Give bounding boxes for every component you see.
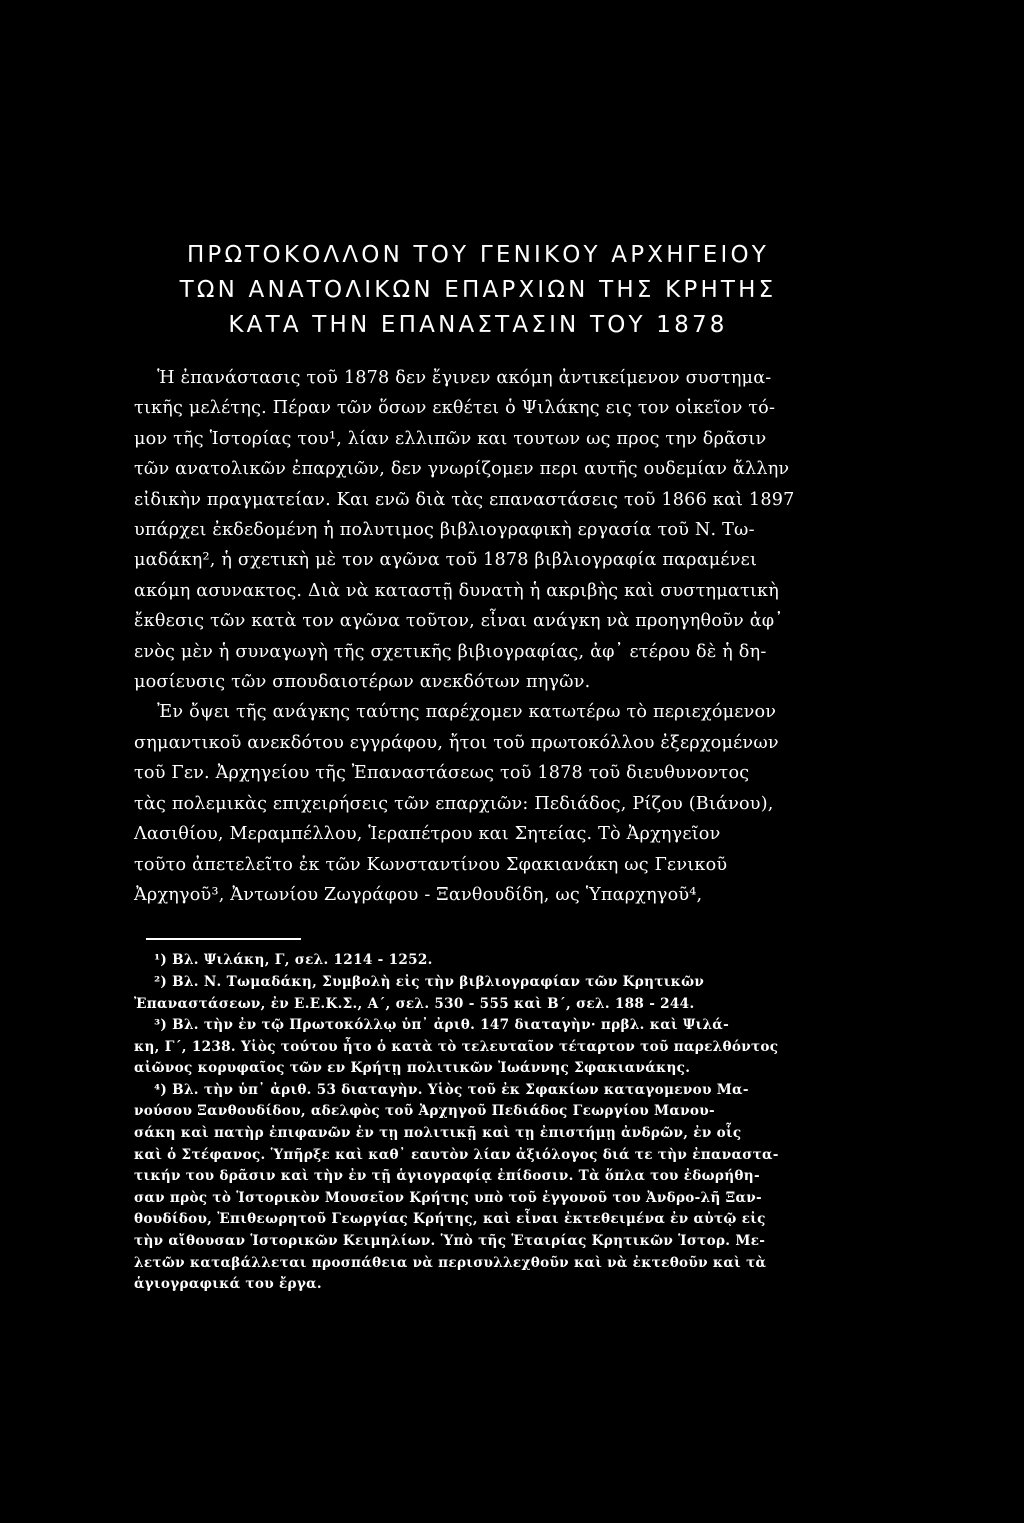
footnote-line: νούσου Ξανθουδίδου, αδελφὸς τοῦ Ἀρχηγοῦ Πεδιάδος Γεωργίου Μανου- xyxy=(134,1103,715,1120)
footnote-line: ⁴) Βλ. τὴν ὑπ᾽ ἀριθ. 53 διαταγὴν. Υἱὸς τοῦ ἐκ Σφακίων καταγομενου Μα- xyxy=(134,1081,749,1098)
footnote-line: λετῶν καταβάλλεται προσπάθεια νὰ περισυλλεχθοῦν καὶ νὰ ἐκτεθοῦν καὶ τὰ xyxy=(134,1254,767,1271)
body-line: Λασιθίου, Μεραμπέλλου, Ἱεραπέτρου και Σητείας. Τὸ Ἀρχηγεῖον xyxy=(134,824,721,845)
body-line: τικῆς μελέτης. Πέραν τῶν ὅσων εκθέτει ὁ Ψιλάκης εις τον οἰκεῖον τό- xyxy=(134,398,776,419)
title-line: ΠΡΩΤΟΚΟΛΛΟΝ ΤΟΥ ΓΕΝΙΚΟΥ ΑΡΧΗΓΕΙΟΥ xyxy=(186,242,770,268)
footnotes xyxy=(134,950,822,1296)
footnote-line: καὶ ὁ Στέφανος. Ὑπῆρξε καὶ καθ᾽ εαυτὸν λίαν ἀξιόλογος διά τε τὴν ἐπαναστα- xyxy=(134,1146,779,1163)
footnote-line: ³) Βλ. τὴν ἐν τῷ Πρωτοκόλλῳ ὑπ᾽ ἀριθ. 147 διαταγὴν· πρβλ. καὶ Ψιλά- xyxy=(134,1017,730,1034)
body-line: μοσίευσις τῶν σπουδαιοτέρων ανεκδότων πηγῶν. xyxy=(134,672,591,693)
body-line: τοῦ Γεν. Ἀρχηγείου τῆς Ἐπαναστάσεως τοῦ 1878 τοῦ διευθυνοντος xyxy=(134,763,750,784)
footnote-line: τικήν του δρᾶσιν καὶ τὴν ἐν τῇ ἁγιογραφίᾳ ἐπίδοσιν. Τὰ ὅπλα του ἐδωρήθη- xyxy=(134,1168,760,1185)
body-line: ενὸς μὲν ἡ συναγωγὴ τῆς σχετικῆς βιβιογραφίας, ἀφ᾽ ετέρου δὲ ἡ δη- xyxy=(134,641,767,662)
body-line: μαδάκη², ἡ σχετικὴ μὲ τον αγῶνα τοῦ 1878 βιβλιογραφία παραμένει xyxy=(134,550,758,571)
title-line: ΤΩΝ ΑΝΑΤΟΛΙΚΩΝ ΕΠΑΡΧΙΩΝ ΤΗΣ ΚΡΗΤΗΣ xyxy=(179,277,777,303)
body-line: Ἐν ὄψει τῆς ανάγκης ταύτης παρέχομεν κατωτέρω τὸ περιεχόμενον xyxy=(134,702,777,723)
body-line: σημαντικοῦ ανεκδότου εγγράφου, ἤτοι τοῦ πρωτοκόλλου ἐξερχομένων xyxy=(134,732,779,753)
body-line: μον τῆς Ἱστορίας του¹, λίαν ελλιπῶν και τουτων ως προς την δρᾶσιν xyxy=(134,428,767,449)
body-line: τὰς πολεμικὰς επιχειρήσεις τῶν επαρχιῶν: Πεδιάδος, Ρίζου (Βιάνου), xyxy=(134,793,774,814)
body-line: ακόμη ασυνακτος. Διὰ νὰ καταστῇ δυνατὴ ἡ ακριβὴς καὶ συστηματικὴ xyxy=(134,580,779,601)
footnote-line: αἰῶνος κορυφαῖος τῶν εν Κρήτῃ πολιτικῶν Ἰωάννης Σφακιανάκης. xyxy=(134,1060,691,1077)
document-page xyxy=(134,238,822,1296)
footnote-divider xyxy=(146,938,301,940)
body-line: εἰδικὴν πραγματείαν. Και ενῶ διὰ τὰς επαναστάσεις τοῦ 1866 καὶ 1897 xyxy=(134,489,795,510)
body-line: Ἀρχηγοῦ³, Ἀντωνίου Ζωγράφου - Ξανθουδίδη, ως Ὑπαρχηγοῦ⁴, xyxy=(134,884,703,905)
body-line: Ἡ ἐπανάστασις τοῦ 1878 δεν ἔγινεν ακόμη ἀντικείμενον συστημα- xyxy=(134,368,772,388)
footnote-line: τὴν αἴθουσαν Ἱστορικῶν Κειμηλίων. Ὑπὸ τῆς Ἑταιρίας Κρητικῶν Ἱστορ. Με- xyxy=(134,1233,766,1250)
footnote-line: ἁγιογραφικά του ἔργα. xyxy=(134,1276,322,1293)
footnote-line: Ἐπαναστάσεων, ἐν Ε.Ε.Κ.Σ., Α΄, σελ. 530 - 555 καὶ Β΄, σελ. 188 - 244. xyxy=(134,995,695,1012)
title-line: ΚΑΤΑ ΤΗΝ ΕΠΑΝΑΣΤΑΣΙΝ ΤΟΥ 1878 xyxy=(228,312,728,338)
document-title xyxy=(134,238,822,343)
footnote-line: κη, Γ΄, 1238. Υἱὸς τούτου ἦτο ὁ κατὰ τὸ τελευταῖον τέταρτον τοῦ παρελθόντος xyxy=(134,1038,779,1055)
footnote-line: σάκη καὶ πατὴρ ἐπιφανῶν ἐν τῃ πολιτικῇ καὶ τῃ ἐπιστήμῃ ἀνδρῶν, ἐν οἷς xyxy=(134,1125,742,1142)
body-line: υπάρχει ἐκδεδομένη ἡ πολυτιμος βιβλιογραφικὴ εργασία τοῦ Ν. Τω- xyxy=(134,520,755,541)
footnote-line: θουδίδου, Ἐπιθεωρητοῦ Γεωργίας Κρήτης, καὶ εἶναι ἐκτεθειμένα ἐν αὐτῷ εἰς xyxy=(134,1211,766,1228)
footnote-line: ²) Βλ. Ν. Τωμαδάκη, Συμβολὴ εἰς τὴν βιβλιογραφίαν τῶν Κρητικῶν xyxy=(134,973,705,990)
footnote-line: ¹) Βλ. Ψιλάκη, Γ, σελ. 1214 - 1252. xyxy=(134,952,433,969)
body-line: ἔκθεσις τῶν κατὰ τον αγῶνα τοῦτον, εἶναι ανάγκη νὰ προηγηθοῦν ἀφ᾽ xyxy=(134,611,784,632)
footnote-line: σαν πρὸς τὸ Ἱστορικὸν Μουσεῖον Κρήτης υπὸ τοῦ ἐγγονοῦ του Ἀνδρο-λῆ Ξαν- xyxy=(134,1189,762,1206)
body-text xyxy=(134,363,822,910)
body-line: τῶν ανατολικῶν ἐπαρχιῶν, δεν γνωρίζομεν περι αυτῆς ουδεμίαν ἄλλην xyxy=(134,459,790,480)
body-line: τοῦτο ἀπετελεῖτο ἐκ τῶν Κωνσταντίνου Σφακιανάκη ως Γενικοῦ xyxy=(134,854,728,875)
